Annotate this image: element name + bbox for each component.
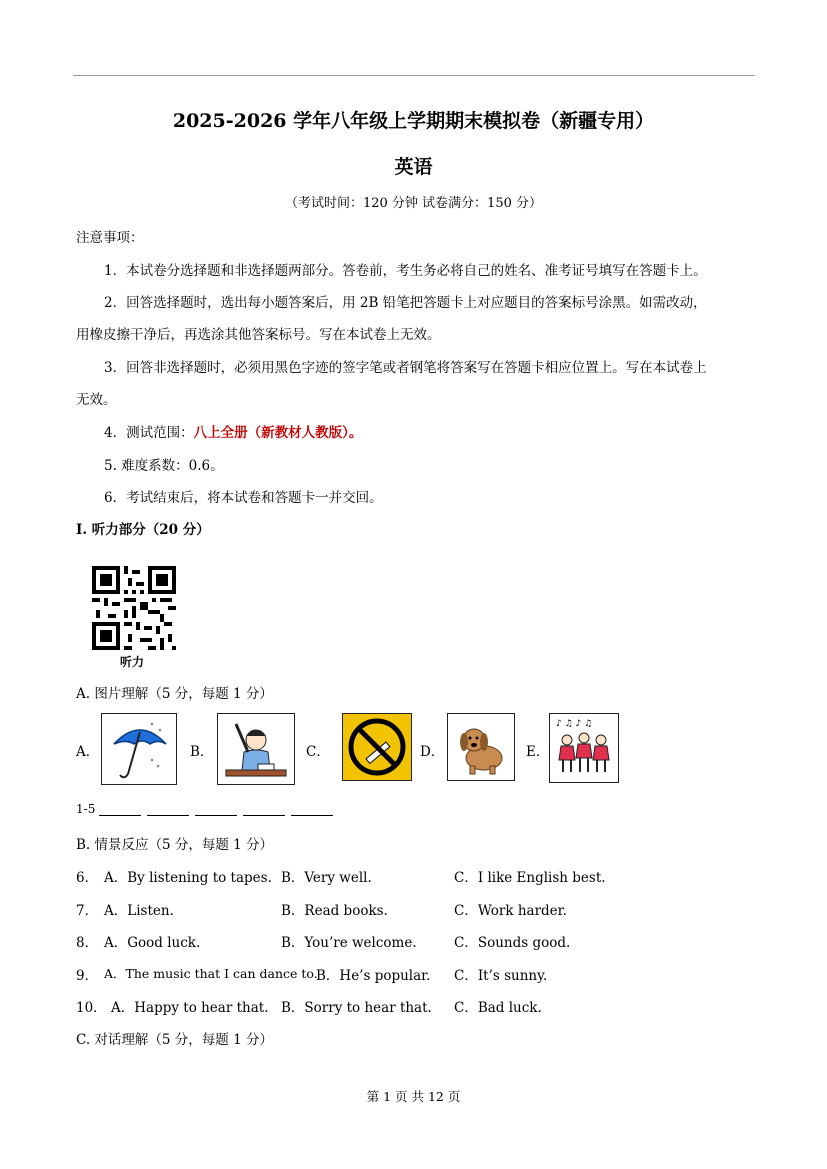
- question-number: 10．: [76, 1000, 107, 1016]
- note-item-4-prefix: 4．测试范围：: [104, 425, 194, 441]
- option-a[interactable]: A．By listening to tapes.: [104, 870, 272, 886]
- note-item-4: [104, 421, 362, 441]
- option-b[interactable]: B．He’s popular.: [316, 968, 431, 984]
- option-a[interactable]: A．Happy to hear that.: [111, 1000, 269, 1016]
- answer-blank-5[interactable]: [291, 803, 333, 816]
- dog-icon: [448, 714, 514, 780]
- part-c-heading: C. 对话理解（5 分，每题 1 分）: [76, 1032, 273, 1048]
- option-a[interactable]: A．The music that I can dance to.: [104, 966, 318, 981]
- part-b-heading: B. 情景反应（5 分，每题 1 分）: [76, 837, 274, 853]
- picture-d-dog: [447, 713, 515, 781]
- question-number: 8．: [76, 935, 99, 951]
- question-number: 9．: [76, 968, 99, 984]
- answer-row-1-5: [76, 802, 339, 816]
- girls-singing-icon: [550, 714, 618, 782]
- option-d-label: D．: [420, 744, 445, 760]
- note-item-5: 5. 难度系数：0.6。: [104, 458, 224, 474]
- option-a[interactable]: A．Listen.: [104, 903, 174, 919]
- question-number: 6．: [76, 870, 99, 886]
- option-c-label: C．: [306, 744, 330, 760]
- option-a-label: A．: [76, 744, 100, 760]
- answer-label: 1-5: [76, 802, 96, 816]
- picture-c-no-smoking: [342, 713, 412, 781]
- section-listening-heading: I. 听力部分（20 分）: [76, 522, 210, 538]
- picture-a-umbrella: [101, 713, 177, 785]
- exam-title: 2025-2026 学年八年级上学期期末模拟卷（新疆专用）: [172, 110, 655, 132]
- exam-info: （考试时间：120 分钟 试卷满分：150 分）: [284, 196, 543, 211]
- picture-b-student: [217, 713, 295, 785]
- note-item-2-line2: 用橡皮擦干净后，再选涂其他答案标号。写在本试卷上无效。: [76, 327, 441, 343]
- option-a[interactable]: A．Good luck.: [104, 935, 201, 951]
- option-c[interactable]: C．Bad luck.: [454, 1000, 542, 1016]
- test-range: 八上全册（新教材人教版）。: [193, 425, 363, 441]
- option-b-label: B．: [190, 744, 214, 760]
- page-number: 第 1 页 共 12 页: [366, 1089, 461, 1104]
- no-smoking-icon: [343, 714, 411, 780]
- option-c[interactable]: C．Sounds good.: [454, 935, 571, 951]
- question-number: 7．: [76, 903, 99, 919]
- option-b[interactable]: B．Sorry to hear that.: [281, 1000, 432, 1016]
- option-b[interactable]: B．Read books.: [281, 903, 388, 919]
- option-b[interactable]: B．Very well.: [281, 870, 372, 886]
- header-rule: [73, 75, 755, 76]
- option-c[interactable]: C．I like English best.: [454, 870, 606, 886]
- answer-blank-2[interactable]: [147, 803, 189, 816]
- option-c[interactable]: C．Work harder.: [454, 903, 567, 919]
- note-item-3-line2: 无效。: [76, 392, 117, 408]
- part-a-heading: A. 图片理解（5 分，每题 1 分）: [76, 686, 273, 702]
- option-c[interactable]: C．It’s sunny.: [454, 968, 548, 984]
- answer-blank-4[interactable]: [243, 803, 285, 816]
- subject-title: 英语: [394, 156, 433, 178]
- student-raising-hand-icon: [218, 714, 294, 784]
- qr-code[interactable]: [92, 566, 176, 650]
- svg-text:♪ ♫ ♪ ♫: ♪ ♫ ♪ ♫: [556, 719, 593, 729]
- option-e-label: E．: [526, 744, 550, 760]
- note-item-1: 1．本试卷分选择题和非选择题两部分。答卷前，考生务必将自己的姓名、准考证号填写在答题卡上。: [104, 263, 707, 279]
- qr-caption: 听力: [120, 655, 145, 669]
- answer-blank-1[interactable]: [99, 803, 141, 816]
- note-item-6: 6．考试结束后，将本试卷和答题卡一并交回。: [104, 490, 383, 506]
- note-item-3-line1: 3．回答非选择题时，必须用黑色字迹的签字笔或者钢笔将答案写在答题卡相应位置上。写在本试卷上: [104, 360, 707, 376]
- note-item-2-line1: 2．回答选择题时，选出每小题答案后，用 2B 铅笔把答题卡上对应题目的答案标号涂黑。如需改动，: [104, 295, 707, 311]
- umbrella-icon: [102, 714, 176, 784]
- answer-blank-3[interactable]: [195, 803, 237, 816]
- picture-e-singing: [549, 713, 619, 783]
- notes-heading: 注意事项：: [76, 230, 144, 246]
- option-b[interactable]: B．You’re welcome.: [281, 935, 417, 951]
